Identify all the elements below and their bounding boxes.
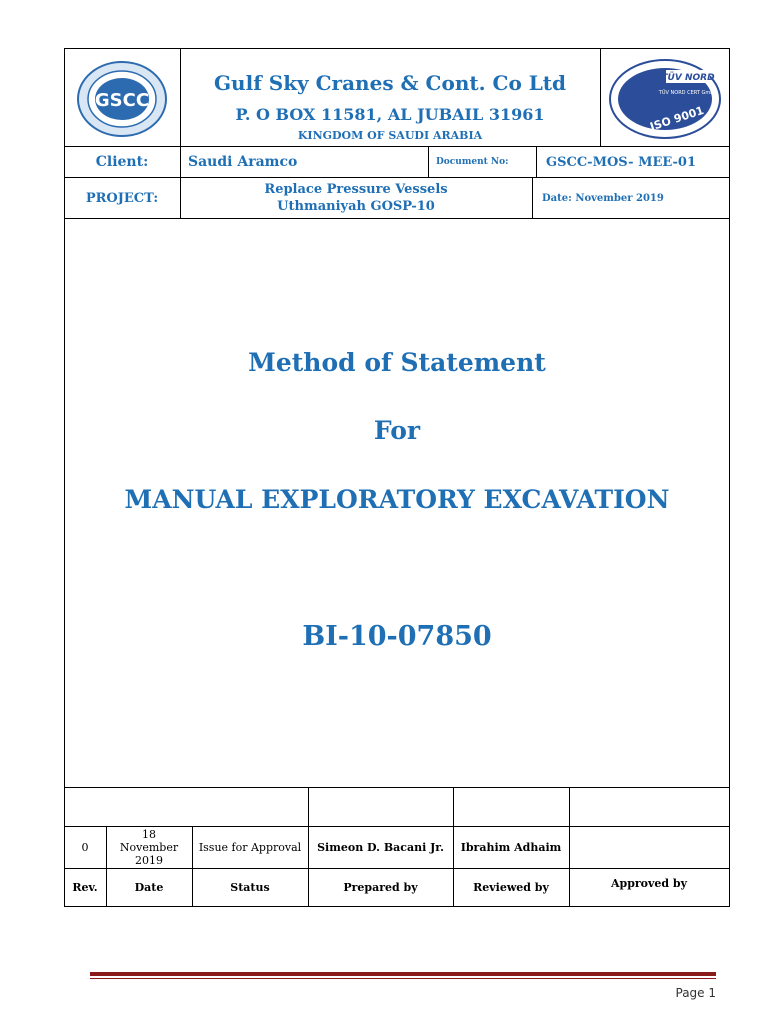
project-line-1: Replace Pressure Vessels [264,182,448,197]
certification-logo [608,58,722,140]
revision-number: 0 [81,841,89,854]
revision-approved-by [569,827,729,868]
company-address: P. O BOX 11581, AL JUBAIL 31961 [235,104,545,124]
revision-prepared-by: Simeon D. Bacani Jr. [317,841,444,854]
company-name: Gulf Sky Cranes & Cont. Co Ltd [213,71,567,95]
client-label: Client: [95,154,149,170]
logo-sub: TÜV NORD CERT GmbH [658,90,718,96]
page-number: Page 1 [675,986,716,1000]
title-reference: BI-10-07850 [302,620,492,652]
revision-date: 18 November 2019 [119,828,179,867]
document-no-label: Document No: [436,157,509,167]
revision-reviewed-by: Ibrahim Adhaim [460,841,562,854]
project-line-2: Uthmaniyah GOSP-10 [277,199,435,214]
title-for: For [373,415,421,445]
header-status: Status [230,881,270,894]
date-field [542,178,729,218]
logo-brand: TÜV NORD [661,73,715,83]
header-prepared-by: Prepared by [343,881,418,894]
document-no-value: GSCC-MOS- MEE-01 [546,154,697,170]
footer-rule-thin [90,978,716,979]
header-reviewed-by: Reviewed by [473,881,549,894]
date-label: Date: [542,192,572,204]
header-approved-by: Approved by [610,876,688,890]
revision-status: Issue for Approval [198,841,302,854]
project-value [180,178,532,218]
logo-text: GSCC [94,90,150,111]
header-rev: Rev. [72,881,98,894]
logo-iso: ISO 9001 [648,103,706,134]
company-country: KINGDOM OF SAUDI ARABIA [297,128,483,142]
company-logo [76,60,168,138]
client-value: Saudi Aramco [188,154,298,170]
document-title: Method of Statement [248,347,546,377]
title-subject: MANUAL EXPLORATORY EXCAVATION [124,484,670,514]
date-value: November 2019 [575,192,664,204]
project-label: PROJECT: [85,190,159,206]
header-date: Date [134,881,164,894]
footer-rule [90,972,716,976]
